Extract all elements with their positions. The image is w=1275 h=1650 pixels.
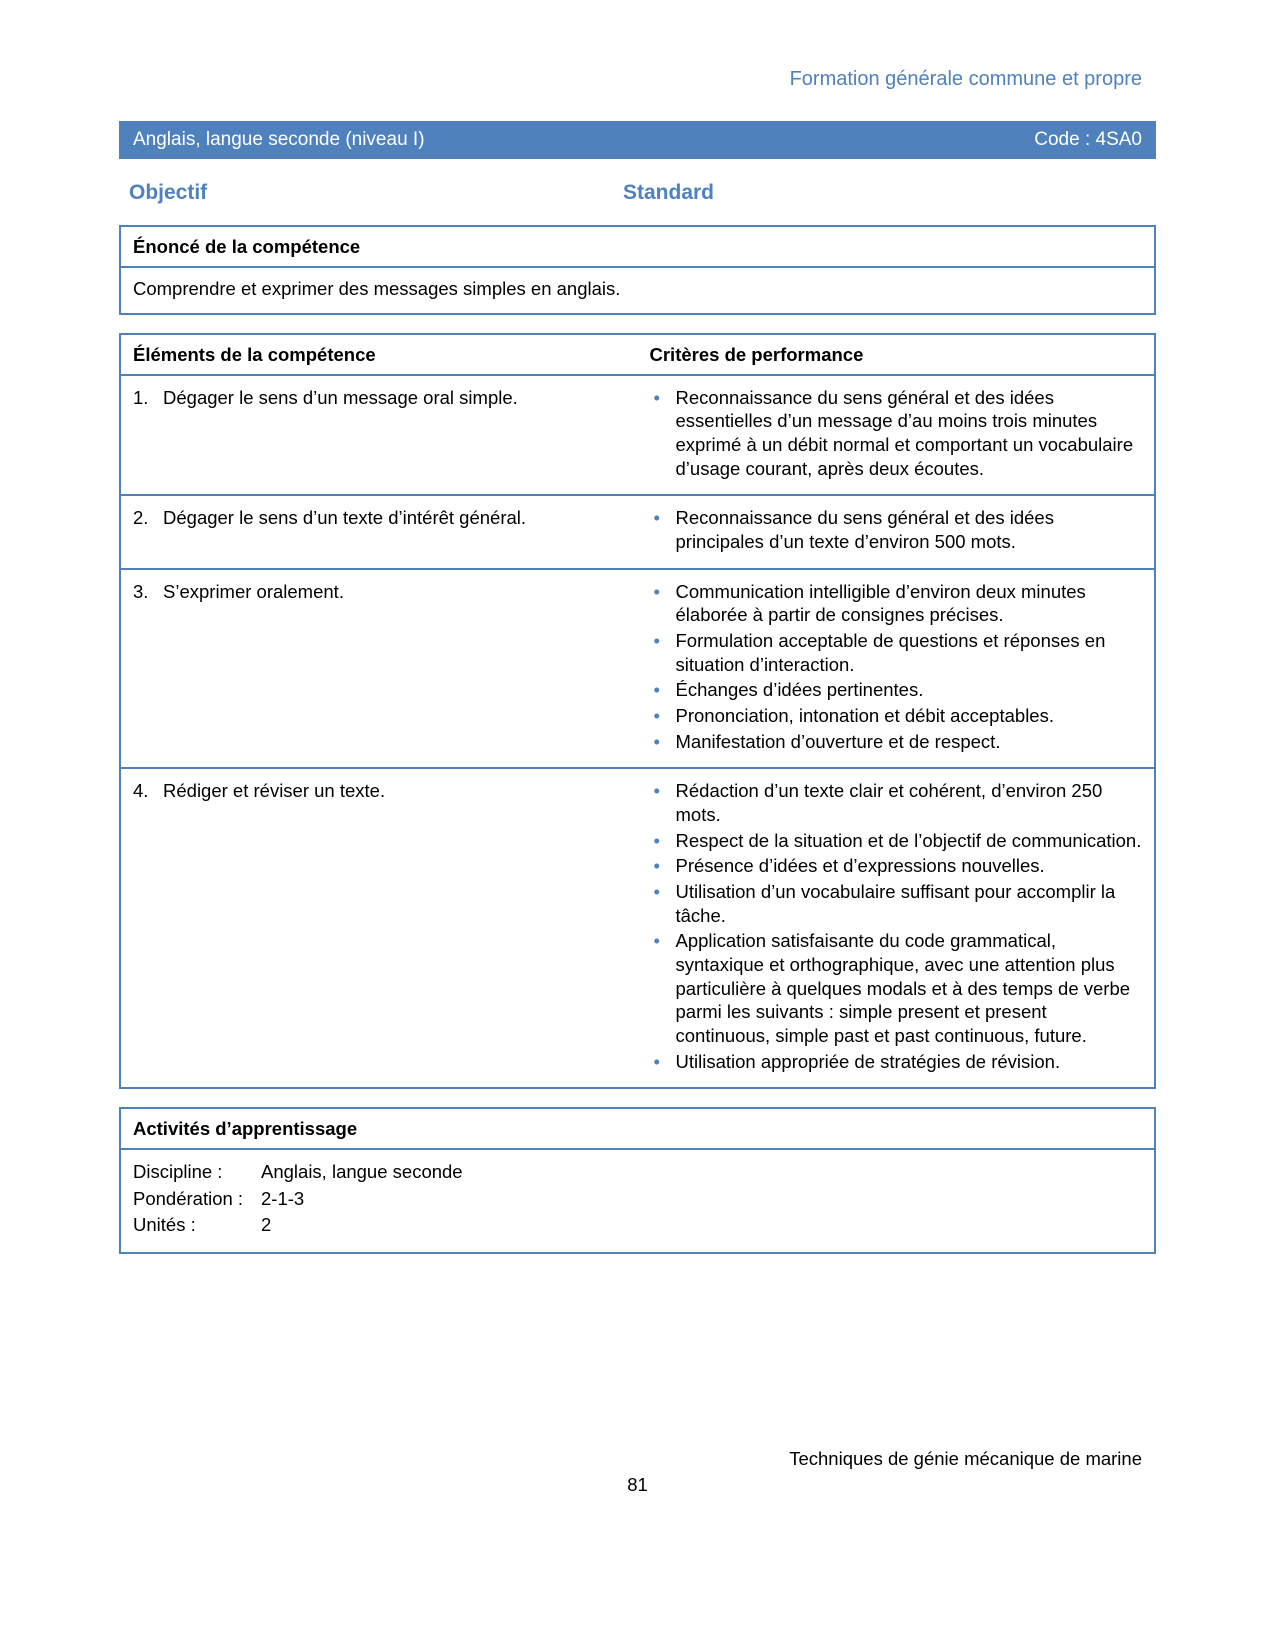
criteria-cell xyxy=(638,375,1156,496)
criteria-cell xyxy=(638,569,1156,769)
activites-box xyxy=(119,1107,1156,1254)
element-cell xyxy=(120,768,638,1088)
enonce-header: Énoncé de la compétence xyxy=(121,227,1154,268)
criteria-list xyxy=(650,386,1143,481)
element-text: S’exprimer oralement. xyxy=(163,580,344,602)
column-headings xyxy=(119,181,1156,205)
document-header-text: Formation générale commune et propre xyxy=(789,68,1142,90)
standard-heading: Standard xyxy=(623,181,715,204)
criteria-item: • Respect de la situation et de l’objectif de communication. xyxy=(650,829,1143,853)
element-number: 3. xyxy=(133,580,149,602)
criteria-item: • Reconnaissance du sens général et des idées principales d’un texte d’environ 500 mots. xyxy=(650,506,1143,553)
col-header-criteres: Critères de performance xyxy=(638,334,1156,375)
criteria-item: • Utilisation appropriée de stratégies de révision. xyxy=(650,1050,1143,1074)
criteria-item: • Utilisation d’un vocabulaire suffisant pour accomplir la tâche. xyxy=(650,880,1143,927)
competence-row xyxy=(120,768,1155,1088)
activity-field-value: 2-1-3 xyxy=(261,1187,305,1209)
element-number: 1. xyxy=(133,386,149,408)
enonce-body: Comprendre et exprimer des messages simples en anglais. xyxy=(133,278,621,299)
objectif-heading: Objectif xyxy=(129,181,208,204)
criteria-item: • Formulation acceptable de questions et réponses en situation d’interaction. xyxy=(650,629,1143,676)
element-number: 4. xyxy=(133,780,149,802)
enonce-box xyxy=(119,225,1156,315)
activity-field-row xyxy=(133,1212,1142,1238)
criteria-item: • Application satisfaisante du code grammatical, syntaxique et orthographique, avec une attention plus particulière à quelques modals et à des temps de verbe parmi les suivants : simple present et present continuous, simple past et past continuous, future. xyxy=(650,929,1143,1047)
element-text: Rédiger et réviser un texte. xyxy=(163,780,386,802)
element-cell xyxy=(120,569,638,769)
activity-field-value: Anglais, langue seconde xyxy=(261,1161,463,1183)
title-bar xyxy=(119,121,1156,159)
criteria-item: • Communication intelligible d’environ deux minutes élaborée à partir de consignes précises. xyxy=(650,580,1143,627)
activites-fields xyxy=(121,1150,1154,1252)
criteria-item: • Échanges d’idées pertinentes. xyxy=(650,678,1143,702)
activity-field-label: Unités : xyxy=(133,1214,196,1235)
criteria-list xyxy=(650,580,1143,754)
competence-row xyxy=(120,375,1155,496)
activity-field-label: Pondération : xyxy=(133,1187,244,1209)
activity-field-row xyxy=(133,1186,1142,1212)
col-header-elements: Éléments de la compétence xyxy=(120,334,638,375)
competence-table-head xyxy=(120,334,1155,375)
activity-field-label: Discipline : xyxy=(133,1161,223,1183)
competence-table xyxy=(119,333,1156,1090)
competence-table-header-row xyxy=(120,334,1155,375)
activity-field-value: 2 xyxy=(261,1214,272,1235)
element-text: Dégager le sens d’un message oral simple. xyxy=(163,386,518,408)
criteria-item: • Manifestation d’ouverture et de respect. xyxy=(650,730,1143,754)
criteria-item: • Reconnaissance du sens général et des idées essentielles d’un message d’au moins trois minutes exprimé à un débit normal et comportant un vocabulaire d’usage courant, après deux écoutes. xyxy=(650,386,1143,481)
page-footer xyxy=(119,1448,1156,1496)
activity-field-row xyxy=(133,1159,1142,1185)
element-number: 2. xyxy=(133,507,149,529)
criteria-cell xyxy=(638,495,1156,568)
criteria-list xyxy=(650,779,1143,1073)
competence-table-body xyxy=(120,375,1155,1089)
criteria-list xyxy=(650,506,1143,553)
page-number: 81 xyxy=(627,1474,648,1495)
activites-header: Activités d’apprentissage xyxy=(121,1109,1154,1150)
criteria-item: • Présence d’idées et d’expressions nouvelles. xyxy=(650,854,1143,878)
criteria-item: • Rédaction d’un texte clair et cohérent, d’environ 250 mots. xyxy=(650,779,1143,826)
title-bar-course-label: Anglais, langue seconde (niveau I) xyxy=(133,129,425,150)
competence-row xyxy=(120,569,1155,769)
criteria-item: • Prononciation, intonation et débit acceptables. xyxy=(650,704,1143,728)
competence-row xyxy=(120,495,1155,568)
footer-program-title: Techniques de génie mécanique de marine xyxy=(789,1448,1142,1469)
title-bar-code-label: Code : 4SA0 xyxy=(1034,129,1142,150)
element-cell xyxy=(120,495,638,568)
element-cell xyxy=(120,375,638,496)
element-text: Dégager le sens d’un texte d’intérêt général. xyxy=(163,507,527,529)
criteria-cell xyxy=(638,768,1156,1088)
